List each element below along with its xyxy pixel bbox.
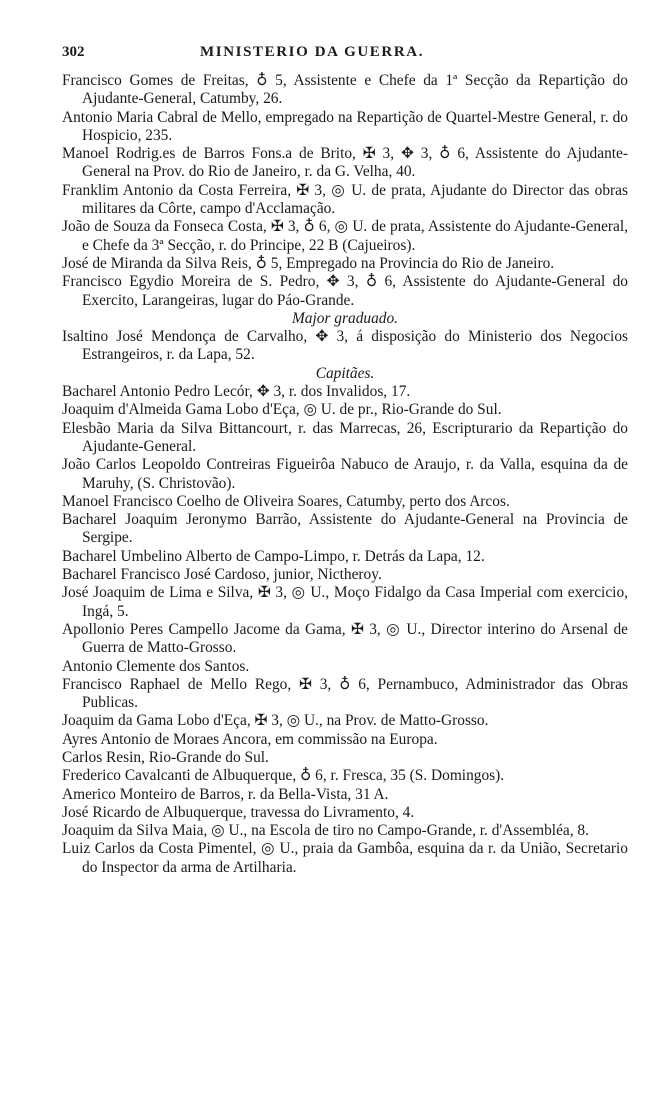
directory-entry: João Carlos Leopoldo Contreiras Figueirôa Nabuco de Araujo, r. da Valla, esquina da de Maruhy, (S. Christovão). [62,456,628,492]
directory-entry: Bacharel Francisco José Cardoso, junior, Nictheroy. [62,566,382,584]
directory-entry: Frederico Cavalcanti de Albuquerque, ♁ 6, r. Fresca, 35 (S. Domingos). [62,767,505,785]
section-heading: Capitães. [315,364,375,382]
directory-entry: Francisco Gomes de Freitas, ♁ 5, Assistente e Chefe da 1ª Secção da Repartição do Ajudante-General, Catumby, 26. [62,72,628,108]
directory-entry: Bacharel Joaquim Jeronymo Barrão, Assistente do Ajudante-General na Provincia de Sergipe. [62,511,628,547]
directory-entry: Elesbão Maria da Silva Bittancourt, r. das Marrecas, 26, Escripturario da Repartição do Ajudante-General. [62,419,628,455]
directory-entry: Americo Monteiro de Barros, r. da Bella-Vista, 31 A. [62,785,389,803]
directory-entry: Ayres Antonio de Moraes Ancora, em commissão na Europa. [62,730,438,748]
directory-entry: Antonio Clemente dos Santos. [62,657,250,675]
directory-entry: Luiz Carlos da Costa Pimentel, ◎ U., praia da Gambôa, esquina da r. da União, Secretario do Inspector da arma de Artilharia. [62,840,628,876]
directory-entry: Carlos Resin, Rio-Grande do Sul. [62,748,269,766]
directory-entry: Joaquim da Gama Lobo d'Eça, ✠ 3, ◎ U., na Prov. de Matto-Grosso. [62,712,489,730]
directory-entry: Joaquim d'Almeida Gama Lobo d'Eça, ◎ U. de pr., Rio-Grande do Sul. [62,401,502,419]
directory-entry: Bacharel Umbelino Alberto de Campo-Limpo, r. Detrás da Lapa, 12. [62,547,485,565]
directory-entry: Isaltino José Mendonça de Carvalho, ✥ 3, á disposição do Ministerio dos Negocios Estrangeiros, r. da Lapa, 52. [62,328,628,364]
directory-entry: Joaquim da Silva Maia, ◎ U., na Escola de tiro no Campo-Grande, r. d'Assembléa, 8. [62,822,589,840]
page-number: 302 [62,44,85,60]
directory-entry: Manoel Francisco Coelho de Oliveira Soares, Catumby, perto dos Arcos. [62,492,510,510]
directory-entry: João de Souza da Fonseca Costa, ✠ 3, ♁ 6, ◎ U. de prata, Assistente do Ajudante-General, e Chefe da 3ª Secção, r. do Principe, 22 B (Cajueiros). [62,218,628,254]
directory-listing [62,72,628,877]
running-title: MINISTERIO DA GUERRA. [200,44,425,60]
directory-entry: Bacharel Antonio Pedro Lecór, ✥ 3, r. dos Invalidos, 17. [62,383,411,401]
page-header [62,44,622,68]
directory-entry: Franklim Antonio da Costa Ferreira, ✠ 3, ◎ U. de prata, Ajudante do Director das obras militares da Côrte, campo d'Acclamação. [62,181,628,218]
directory-entry: José Ricardo de Albuquerque, travessa do Livramento, 4. [62,803,415,821]
section-heading: Major graduado. [291,309,399,327]
directory-entry: Francisco Raphael de Mello Rego, ✠ 3, ♁ 6, Pernambuco, Administrador das Obras Publicas. [62,675,628,712]
directory-entry: Francisco Egydio Moreira de S. Pedro, ✥ 3, ♁ 6, Assistente do Ajudante-General do Exercito, Larangeiras, lugar do Páo-Grande. [62,273,628,309]
directory-entry: José de Miranda da Silva Reis, ♁ 5, Empregado na Provincia do Rio de Janeiro. [62,254,555,272]
directory-entry: Apollonio Peres Campello Jacome da Gama, ✠ 3, ◎ U., Director interino do Arsenal de Guerra de Matto-Grosso. [62,620,628,657]
directory-entry: Antonio Maria Cabral de Mello, empregado na Repartição de Quartel-Mestre General, r. do Hospicio, 235. [62,108,628,144]
directory-entry: José Joaquim de Lima e Silva, ✠ 3, ◎ U., Moço Fidalgo da Casa Imperial com exercicio, Ingá, 5. [62,584,628,620]
directory-entry: Manoel Rodrig.es de Barros Fons.a de Brito, ✠ 3, ✥ 3, ♁ 6, Assistente do Ajudante-General na Prov. do Rio de Janeiro, r. da G. Velha, 40. [62,145,628,181]
